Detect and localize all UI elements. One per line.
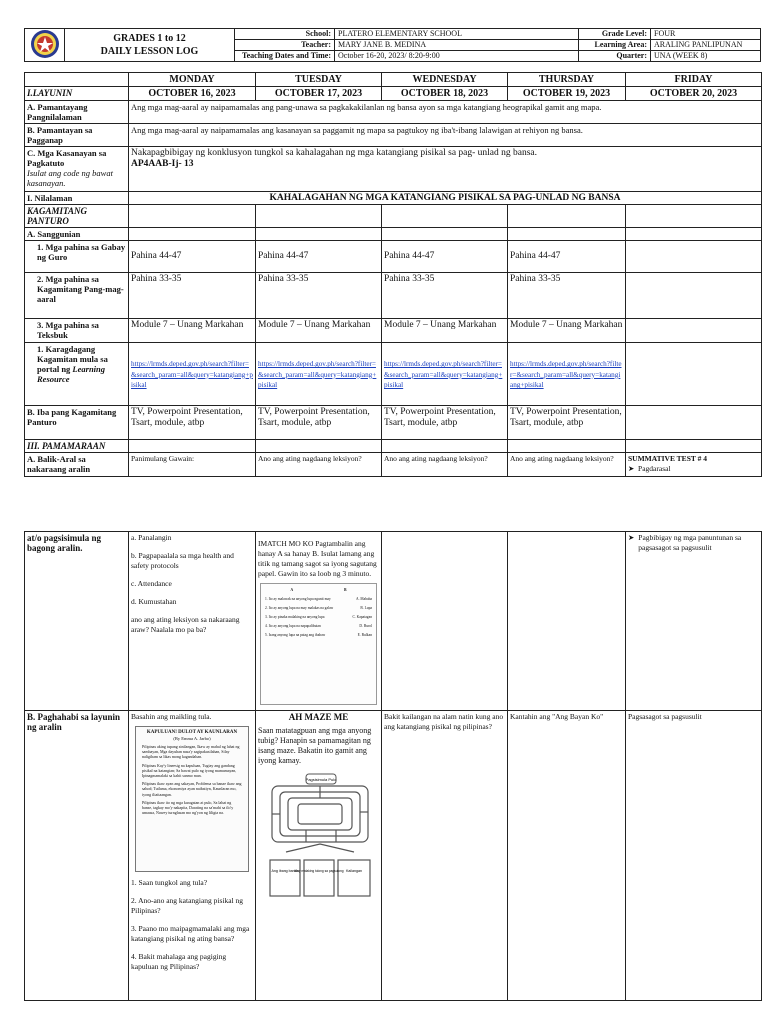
mon-intro-cell bbox=[129, 532, 256, 711]
maze-box-label: May malaking tulong sa pagsulong bbox=[294, 869, 344, 873]
match-b: A. Mababa bbox=[356, 597, 372, 602]
pamantayang-pangnilalaman-label: A. Pamantayang Pangnilalaman bbox=[25, 101, 129, 124]
dates-label: Teaching Dates and Time: bbox=[235, 51, 335, 62]
iba-pang-label: B. Iba pang Kagamitang Panturo bbox=[25, 406, 129, 440]
poem-stanza: Pilipinas ikaw ito ng mga karagatan at pulo, Sa lahat ng banse, tagkay mo'y nakapita, Darating na sa'mahi sa ilo'y umaasa, Nawey turnglasan mo ng'yon ng liligta na. bbox=[142, 799, 234, 816]
date-friday: OCTOBER 20, 2023 bbox=[626, 87, 762, 101]
iba-monday: TV, Powerpoint Presentation, Tsart, module, atbp bbox=[129, 406, 256, 440]
day-tuesday: TUESDAY bbox=[256, 73, 382, 87]
maze-box-label: Kailangan bbox=[346, 869, 362, 873]
mon-question: 1. Saan tungkol ang tula? bbox=[131, 878, 208, 887]
header-table bbox=[24, 28, 761, 62]
maze-top-label: Pagsisimula Pulo bbox=[305, 777, 337, 782]
match-a: 1. Ito ay malawak na anyong lupa ngunit may bbox=[265, 597, 331, 602]
fri-intro-cell bbox=[626, 532, 762, 711]
date-tuesday: OCTOBER 17, 2023 bbox=[256, 87, 382, 101]
poem-image bbox=[135, 726, 249, 872]
dates-value: October 16-20, 2023/ 8:20-9:00 bbox=[335, 51, 579, 62]
grade-label: Grade Level: bbox=[579, 29, 651, 40]
kagamitang-wednesday: Pahina 33-35 bbox=[382, 273, 508, 319]
day-monday: MONDAY bbox=[129, 73, 256, 87]
poem-stanza: Pilipinas aking tupang sinilangan, Ikaw ay mahal ng lahat ng sambayan, Mga dayuhan nasa'y sagipakusilahan, Silay naligiham sa likas mong kagandahan. bbox=[142, 744, 240, 760]
iba-thursday: TV, Powerpoint Presentation, Tsart, module, atbp bbox=[508, 406, 626, 440]
teksbuk-friday bbox=[626, 319, 762, 343]
gabay-monday: Pahina 44-47 bbox=[129, 241, 256, 273]
match-row bbox=[265, 597, 372, 602]
lr-monday-cell bbox=[129, 343, 256, 406]
gabay-label: 1. Mga pahina sa Gabay ng Guro bbox=[25, 241, 129, 273]
kagamitang-thursday: Pahina 33-35 bbox=[508, 273, 626, 319]
iba-friday bbox=[626, 406, 762, 440]
date-thursday: OCTOBER 19, 2023 bbox=[508, 87, 626, 101]
mon-question: 3. Paano mo maipagmamalaki ang mga katangiang pisikal ng ating bansa? bbox=[131, 924, 250, 943]
kagamitang-monday: Pahina 33-35 bbox=[129, 273, 256, 319]
gabay-friday bbox=[626, 241, 762, 273]
quarter-label: Quarter: bbox=[579, 51, 651, 62]
maze-image bbox=[266, 772, 371, 903]
lr-tuesday-cell bbox=[256, 343, 382, 406]
mon-question: 2. Ano-ano ang katangiang pisikal ng Pilipinas? bbox=[131, 896, 244, 915]
match-row bbox=[265, 606, 372, 611]
kasanayan-code: AP4AAB-Ij- 13 bbox=[131, 159, 194, 169]
teksbuk-tuesday: Module 7 – Unang Markahan bbox=[256, 319, 382, 343]
match-b: C. Kapatagan bbox=[352, 615, 372, 620]
empty-cell bbox=[626, 228, 762, 241]
match-a: 4. Ito ay anyong lupa na napapalibutan bbox=[265, 624, 321, 629]
match-b: E. Bulkan bbox=[357, 633, 372, 638]
teksbuk-monday: Module 7 – Unang Markahan bbox=[129, 319, 256, 343]
empty-cell bbox=[382, 205, 508, 228]
lesson-table bbox=[24, 72, 762, 477]
log-title-block bbox=[65, 29, 235, 62]
layunin-heading: I.LAYUNIN bbox=[25, 87, 129, 101]
empty-cell bbox=[508, 532, 626, 711]
log-title: DAILY LESSON LOG bbox=[100, 46, 199, 57]
quarter-value: UNA (WEEK 8) bbox=[651, 51, 761, 62]
teksbuk-wednesday: Module 7 – Unang Markahan bbox=[382, 319, 508, 343]
thu-paghahabi: Kantahin ang "Ang Bayan Ko" bbox=[508, 711, 626, 1001]
mon-item: c. Attendance bbox=[131, 579, 172, 588]
gabay-tuesday: Pahina 44-47 bbox=[256, 241, 382, 273]
match-row bbox=[265, 615, 372, 620]
empty-cell bbox=[129, 228, 256, 241]
kasanayan-note: Isulat ang code ng bawat kasanayan. bbox=[27, 168, 113, 188]
poem-stanza: Pilipinas ikaw ayan ang sakayan, Problema sa banae ikaw ang sahod; Tutlama, ekonomiya ayan naibatiyn, Kaunlaran mo, iyong iliaitaangan. bbox=[142, 781, 242, 797]
empty-cell bbox=[626, 440, 762, 453]
paghahabi-label: B. Paghahabi sa layunin ng aralin bbox=[25, 711, 129, 1001]
pamantayan-pagganap-label: B. Pamantayan sa Pagganap bbox=[25, 124, 129, 147]
iba-wednesday: TV, Powerpoint Presentation, Tsart, module, atbp bbox=[382, 406, 508, 440]
maze-instructions: Saan matatagpuan ang mga anyong tubig? Hanapin sa pamamagitan ng isang maze. Bakatin ito gamit ang iyong kamay. bbox=[258, 726, 372, 765]
mon-item: b. Pagpapaalala sa mga health and safety protocols bbox=[131, 551, 234, 570]
school-value: PLATERO ELEMENTARY SCHOOL bbox=[335, 29, 579, 40]
empty-cell bbox=[256, 228, 382, 241]
match-row bbox=[265, 624, 372, 629]
friday-item-1: ➤ Pagdarasal bbox=[628, 464, 671, 473]
lr-link-wednesday[interactable]: https://lrmds.deped.gov.ph/search?filter=&search_param=all&query=katangiang+pisikal bbox=[384, 360, 503, 390]
empty-cell bbox=[256, 205, 382, 228]
teacher-value: MARY JANE B. MEDINA bbox=[335, 40, 579, 51]
pamamaraan-heading: III. PAMAMARAAN bbox=[25, 440, 129, 453]
poem-title: KAPULUAN! DULOT AY KAUNLARAN bbox=[146, 730, 238, 735]
lr-link-thursday[interactable]: https://lrmds.deped.gov.ph/search?filter=&search_param=all&query=katangiang+pisikal bbox=[510, 360, 622, 390]
kagamitang-label: 2. Mga pahina sa Kagamitang Pang-mag-aaral bbox=[25, 273, 129, 319]
poem-stanza: Pilipinas Kay'y lineesig na kapuluan, Tugiay ang gandang pisikal na katangian; Sa bawat pulo ng iyong mamamayan, Ipinagmamalaki sa kahit sanmo man. bbox=[142, 762, 237, 779]
grade-value: FOUR bbox=[651, 29, 761, 40]
area-label: Learning Area: bbox=[579, 40, 651, 51]
kasanayan-label: C. Mga Kasanayan sa Pagkatuto bbox=[27, 148, 107, 168]
fri-paghahabi: Pagsasagot sa pagsusulit bbox=[626, 711, 762, 1001]
matching-exercise-image bbox=[260, 583, 377, 705]
date-wednesday: OCTOBER 18, 2023 bbox=[382, 87, 508, 101]
seal-icon bbox=[30, 29, 60, 59]
empty-cell bbox=[129, 440, 256, 453]
lr-friday bbox=[626, 343, 762, 406]
empty-cell bbox=[626, 205, 762, 228]
day-friday: FRIDAY bbox=[626, 73, 762, 87]
day-wednesday: WEDNESDAY bbox=[382, 73, 508, 87]
day-thursday: THURSDAY bbox=[508, 73, 626, 87]
teacher-label: Teacher: bbox=[235, 40, 335, 51]
poem-author: (By Emma A. Jarbo) bbox=[173, 736, 211, 741]
kasanayan-text: Nakapagbibigay ng konklusyon tungkol sa kahalagahan ng mga katangiang pisikal sa pag- unlad ng bansa. bbox=[131, 148, 538, 158]
teksbuk-label: 3. Mga pahina sa Teksbuk bbox=[25, 319, 129, 343]
empty-cell bbox=[129, 205, 256, 228]
empty-cell bbox=[508, 228, 626, 241]
balik-aral-thursday: Ano ang ating nagdaang leksiyon? bbox=[508, 453, 626, 477]
gabay-thursday: Pahina 44-47 bbox=[508, 241, 626, 273]
lr-wednesday-cell bbox=[382, 343, 508, 406]
lr-link-tuesday[interactable]: https://lrmds.deped.gov.ph/search?filter=&search_param=all&query=katangiang+pisikal bbox=[258, 360, 377, 390]
balik-aral-friday-cell bbox=[626, 453, 762, 477]
kagamitang-friday bbox=[626, 273, 762, 319]
lr-link-monday[interactable]: https://lrmds.deped.gov.ph/search?filter=&search_param=all&query=katangiang+pisikal bbox=[131, 360, 253, 390]
school-label: School: bbox=[235, 29, 335, 40]
match-b: D. Burol bbox=[359, 624, 372, 629]
pamantayang-pangnilalaman-text: Ang mga mag-aaral ay naipamamalas ang pang-unawa sa pagkakakilanlan ng bansa ayon sa mga katangiang heograpikal gamit ang mapa. bbox=[129, 101, 762, 124]
friday-item-2: ➤ Pagbibigay ng mga panuntunan sa pagsasagot sa pagsusulit bbox=[628, 533, 759, 553]
match-headers: A B bbox=[290, 588, 347, 592]
empty-cell bbox=[508, 440, 626, 453]
summative-test-title: SUMMATIVE TEST # 4 bbox=[628, 454, 707, 463]
match-row bbox=[265, 633, 372, 638]
match-a: 2. Ito ay anyong lupa na may malakas na galaw bbox=[265, 606, 334, 611]
nilalaman-label: I. Nilalaman bbox=[25, 192, 129, 205]
kasanayan-cell bbox=[129, 147, 762, 192]
tue-paghahabi-cell bbox=[256, 711, 382, 1001]
imatch-instructions: IMATCH MO KO Pagtambalin ang hanay A sa hanay B. Isulat lamang ang titik ng tamang sagot sa iyong sagutang papel. Gawin ito sa loob ng 3 minuto. bbox=[258, 539, 377, 578]
maze-box-label: Ang ibang bansa bbox=[271, 869, 299, 873]
mon-paghahabi-cell bbox=[129, 711, 256, 1001]
match-b: B. Lupa bbox=[360, 606, 372, 611]
lr-label-cell bbox=[25, 343, 129, 406]
empty-cell bbox=[382, 228, 508, 241]
corner-cell bbox=[25, 73, 129, 87]
deped-seal bbox=[25, 29, 65, 62]
friday-item-1-text: Pagdarasal bbox=[638, 464, 671, 473]
gabay-wednesday: Pahina 44-47 bbox=[382, 241, 508, 273]
maze-diagram bbox=[266, 772, 374, 900]
match-a: 5. Isang anyong lupa na patag ang ibabaw bbox=[265, 633, 326, 638]
empty-cell bbox=[508, 205, 626, 228]
mon-item: a. Panalangin bbox=[131, 533, 172, 542]
empty-cell bbox=[256, 440, 382, 453]
nilalaman-text: KAHALAGAHAN NG MGA KATANGIANG PISIKAL SA PAG-UNLAD NG BANSA bbox=[129, 192, 762, 205]
date-monday: OCTOBER 16, 2023 bbox=[129, 87, 256, 101]
balik-aral-label-cont: at/o pagsisimula ng bagong aralin. bbox=[25, 532, 129, 711]
wed-paghahabi: Bakit kailangan na alam natin kung ano ang katangiang pisikal ng pilipinas? bbox=[382, 711, 508, 1001]
mon-item: ano ang ating leksiyon sa nakaraang araw? Naalala mo pa ba? bbox=[131, 615, 240, 634]
empty-cell bbox=[382, 440, 508, 453]
sanggunian-label: A. Sanggunian bbox=[25, 228, 129, 241]
mon-b-intro: Basahin ang maikling tula. bbox=[131, 712, 212, 721]
mon-item: d. Kumustahan bbox=[131, 597, 177, 606]
friday-item-2-text: Pagbibigay ng mga panuntunan sa pagsasagot sa pagsusulit bbox=[638, 533, 742, 552]
balik-aral-tuesday: Ano ang ating nagdaang leksiyon? bbox=[256, 453, 382, 477]
kasanayan-label-cell bbox=[25, 147, 129, 192]
iba-tuesday: TV, Powerpoint Presentation, Tsart, module, atbp bbox=[256, 406, 382, 440]
lesson-table-continued bbox=[24, 531, 762, 1001]
lr-label: 1. Karagdagang Kagamitan mula sa portal ng bbox=[37, 344, 108, 374]
balik-aral-wednesday: Ano ang ating nagdaang leksiyon? bbox=[382, 453, 508, 477]
lr-thursday-cell bbox=[508, 343, 626, 406]
area-value: ARALING PANLIPUNAN bbox=[651, 40, 761, 51]
empty-cell bbox=[382, 532, 508, 711]
grades-label: GRADES 1 to 12 bbox=[113, 33, 186, 44]
kagamitang-tuesday: Pahina 33-35 bbox=[256, 273, 382, 319]
tue-intro-cell bbox=[256, 532, 382, 711]
balik-aral-monday: Panimulang Gawain: bbox=[129, 453, 256, 477]
maze-title: AH MAZE ME bbox=[288, 712, 349, 722]
pamantayan-pagganap-text: Ang mga mag-aaral ay naipamamalas ang kasanayan sa paggamit ng mapa sa pagtukoy ng iba't-ibang lalawigan at rehiyon ng bansa. bbox=[129, 124, 762, 147]
balik-aral-label: A. Balik-Aral sa nakaraang aralin bbox=[25, 453, 129, 477]
kagamitan-heading: KAGAMITANG PANTURO bbox=[25, 205, 129, 228]
mon-question: 4. Bakit mahalaga ang pagiging kapuluan ng Pilipinas? bbox=[131, 952, 227, 971]
lr-label-italic: Learning Resource bbox=[37, 364, 106, 384]
match-a: 3. Ito ay pinaka malaking na anyong lupa bbox=[265, 615, 325, 620]
teksbuk-thursday: Module 7 – Unang Markahan bbox=[508, 319, 626, 343]
